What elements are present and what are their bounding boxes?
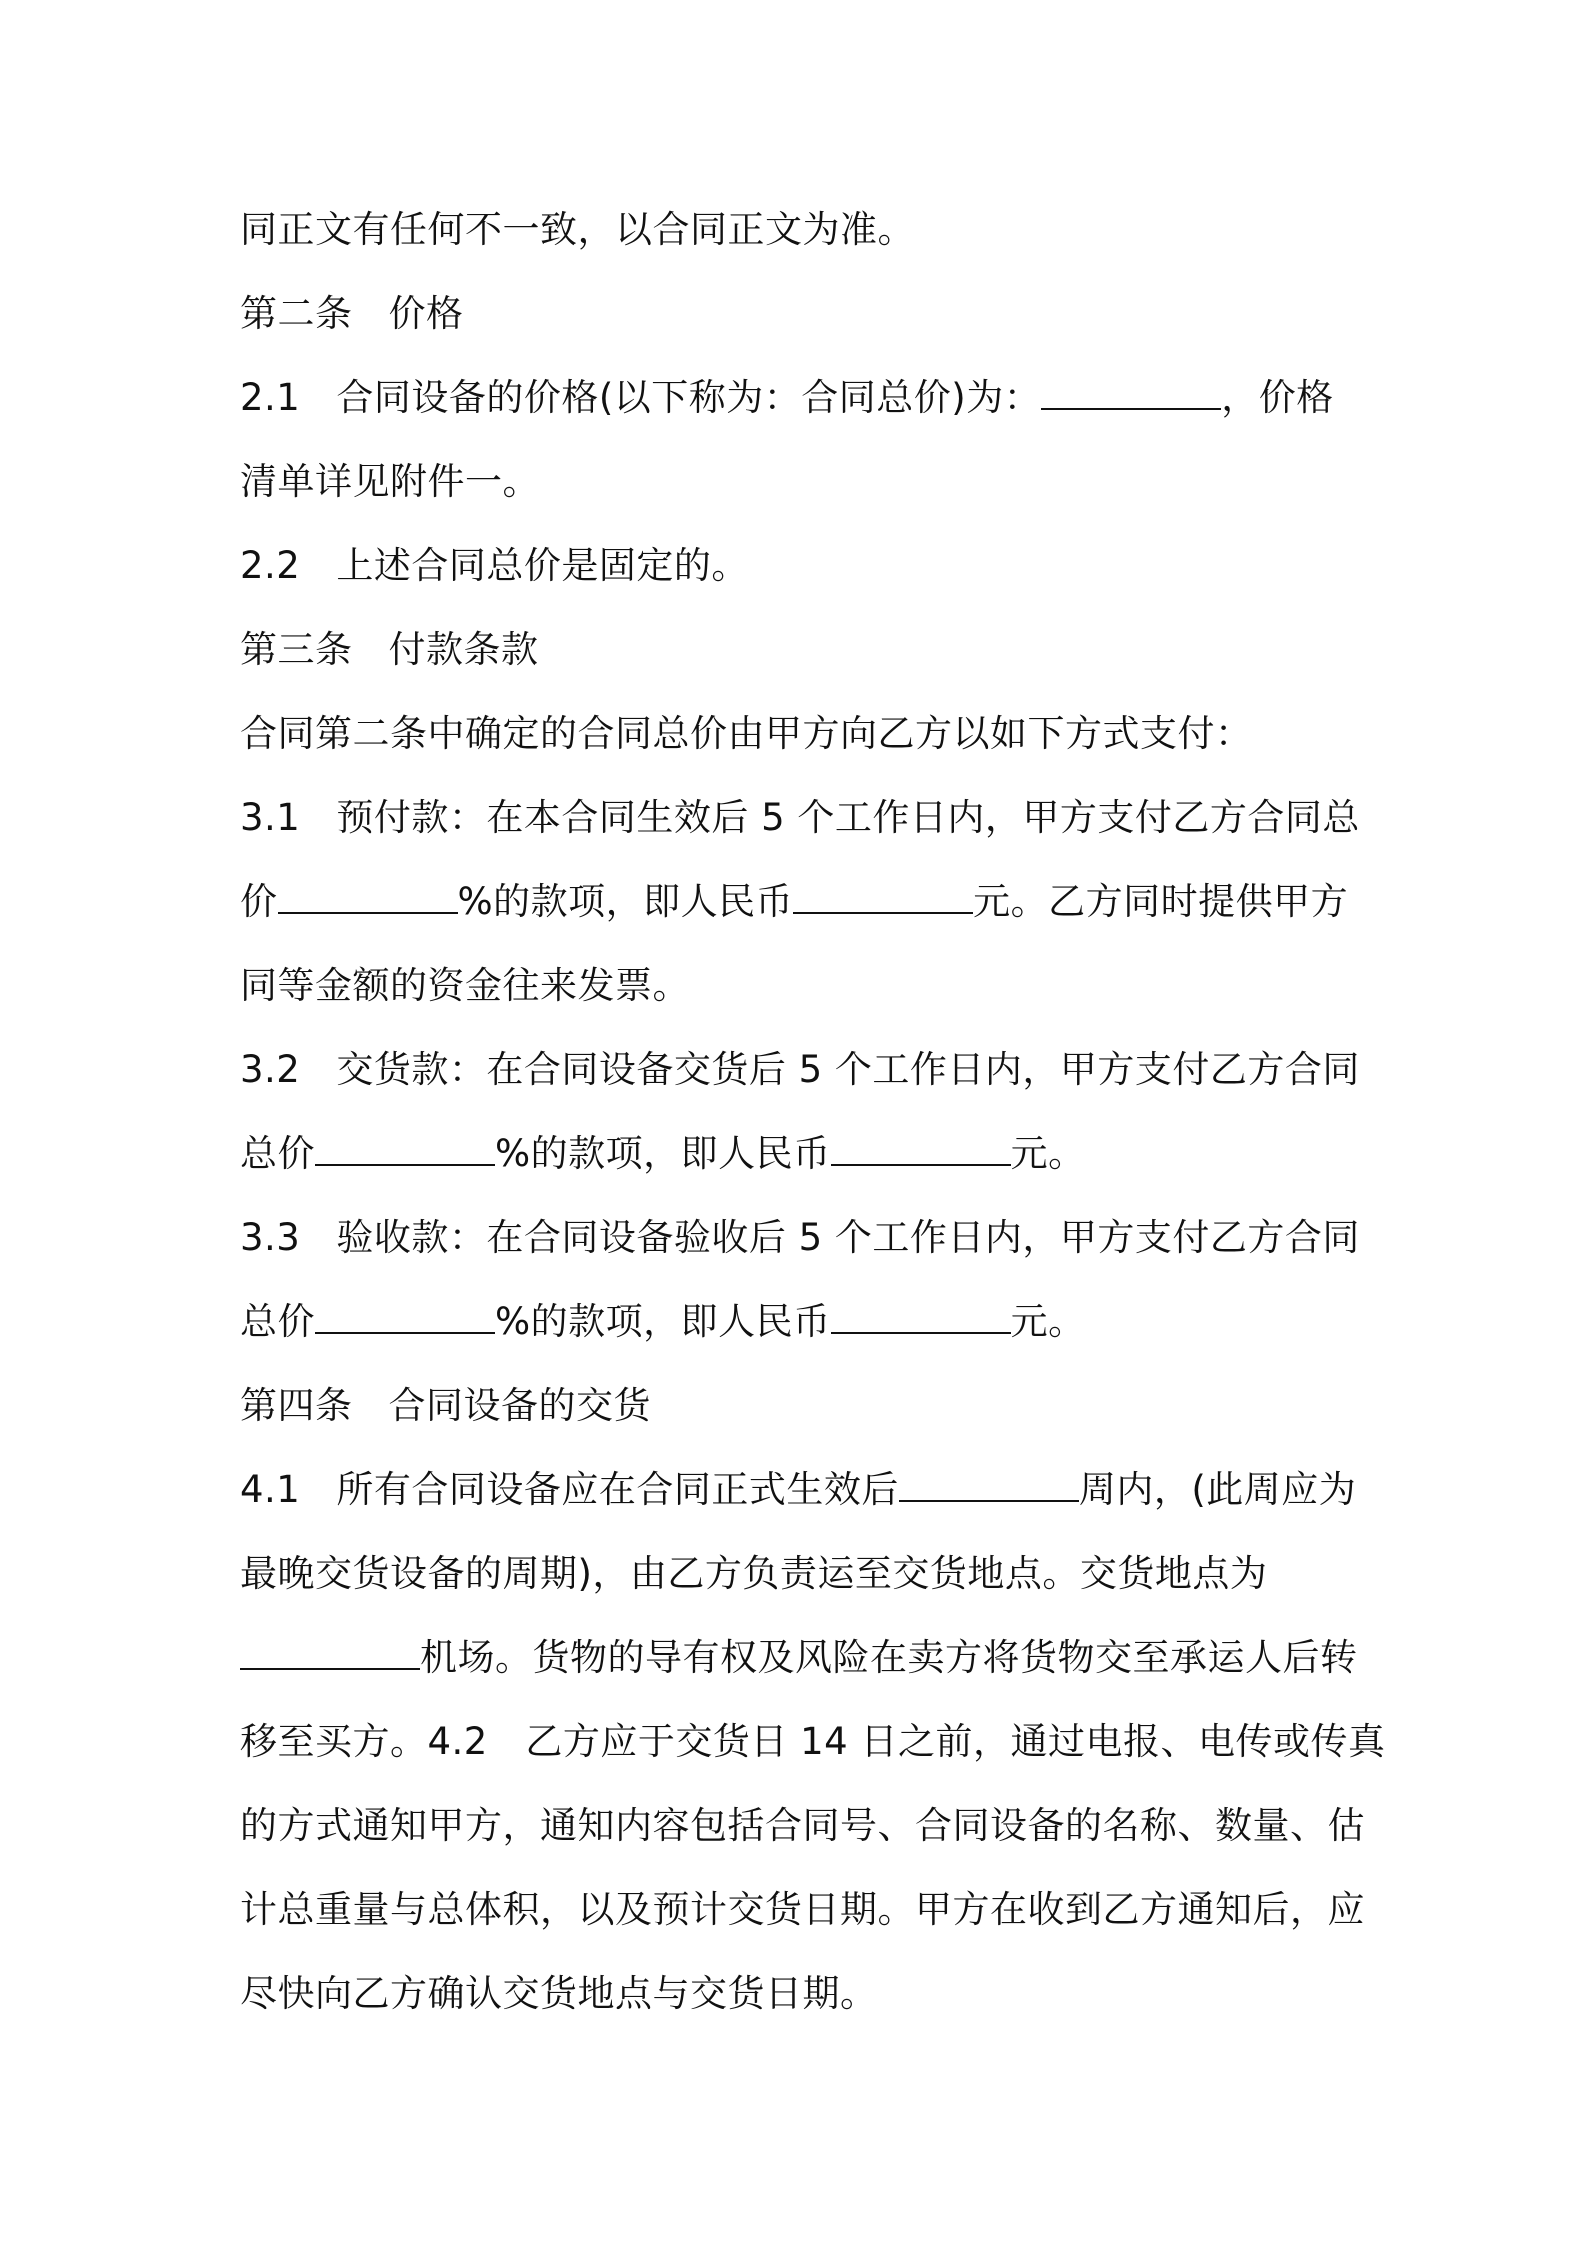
amount-blank[interactable] — [831, 1124, 1011, 1166]
paragraph-text: 价 — [240, 880, 278, 923]
fill-in-blank[interactable] — [1041, 368, 1221, 410]
section-heading — [240, 1376, 1360, 1460]
paragraph-text: 计总重量与总体积，以及预计交货日期。甲方在收到乙方通知后，应 — [240, 1888, 1365, 1931]
document-page — [240, 200, 1386, 2048]
percent-blank[interactable] — [315, 1124, 495, 1166]
clause-line — [240, 1460, 1360, 1544]
paragraph-text: 清单详见附件一。 — [240, 460, 540, 503]
section-number: 第三条 — [240, 628, 353, 671]
paragraph-text: 尽快向乙方确认交货地点与交货日期。 — [240, 1972, 878, 2015]
clause-text: ，价格 — [1221, 376, 1334, 419]
paragraph-text: 最晚交货设备的周期)，由乙方负责运至交货地点。交货地点为 — [240, 1552, 1268, 1595]
clause-text: 所有合同设备应在合同正式生效后 — [336, 1468, 899, 1511]
text-line — [240, 956, 1360, 1040]
clause-number: 3.2 — [240, 1048, 301, 1091]
paragraph-text: 元。乙方同时提供甲方 — [973, 880, 1349, 923]
text-line — [240, 1628, 1360, 1712]
text-line — [240, 452, 1360, 536]
clause-text: 预付款：在本合同生效后 5 个工作日内，甲方支付乙方合同总 — [336, 796, 1360, 839]
section-title: 付款条款 — [388, 628, 539, 671]
paragraph-text: 移至买方。4.2 乙方应于交货日 14 日之前，通过电报、电传或传真 — [240, 1720, 1386, 1763]
text-line — [240, 1124, 1360, 1208]
text-line — [240, 1796, 1365, 1880]
text-line — [240, 872, 1360, 956]
paragraph-text: %的款项，即人民币 — [457, 880, 794, 923]
paragraph-text: 元。 — [1010, 1300, 1086, 1343]
percent-blank[interactable] — [315, 1292, 495, 1334]
paragraph-text: 总价 — [240, 1300, 315, 1343]
paragraph-text: 同等金额的资金往来发票。 — [240, 964, 690, 1007]
text-line — [240, 1292, 1360, 1376]
text-line — [240, 1880, 1365, 1964]
text-line — [240, 1544, 1360, 1628]
clause-number: 4.1 — [240, 1468, 301, 1511]
airport-blank[interactable] — [240, 1628, 420, 1670]
clause-text: 上述合同总价是固定的。 — [336, 544, 749, 587]
clause-line — [240, 368, 1360, 452]
text-line — [240, 704, 1360, 788]
clause-line — [240, 536, 1360, 620]
clause-number: 2.1 — [240, 376, 301, 419]
clause-text: 合同设备的价格(以下称为：合同总价)为： — [336, 376, 1042, 419]
clause-text: 周内，(此周应为 — [1078, 1468, 1357, 1511]
section-heading — [240, 284, 1360, 368]
paragraph-text: %的款项，即人民币 — [495, 1132, 831, 1175]
text-line — [240, 1712, 1386, 1796]
paragraph-text: 同正文有任何不一致，以合同正文为准。 — [240, 208, 915, 251]
section-heading — [240, 620, 1360, 704]
text-line — [240, 200, 1360, 284]
weeks-blank[interactable] — [899, 1460, 1079, 1502]
amount-blank[interactable] — [793, 872, 973, 914]
percent-blank[interactable] — [278, 872, 458, 914]
section-number: 第二条 — [240, 292, 353, 335]
clause-text: 交货款：在合同设备交货后 5 个工作日内，甲方支付乙方合同 — [336, 1048, 1360, 1091]
section-title: 价格 — [388, 292, 464, 335]
paragraph-text: %的款项，即人民币 — [495, 1300, 831, 1343]
text-line — [240, 1964, 1360, 2048]
paragraph-text: 机场。货物的导有权及风险在卖方将货物交至承运人后转 — [420, 1636, 1358, 1679]
clause-line — [240, 1208, 1360, 1292]
paragraph-text: 元。 — [1010, 1132, 1086, 1175]
clause-number: 3.1 — [240, 796, 301, 839]
clause-line — [240, 1040, 1360, 1124]
amount-blank[interactable] — [831, 1292, 1011, 1334]
paragraph-text: 总价 — [240, 1132, 315, 1175]
clause-number: 2.2 — [240, 544, 301, 587]
paragraph-text: 的方式通知甲方，通知内容包括合同号、合同设备的名称、数量、估 — [240, 1804, 1365, 1847]
clause-number: 3.3 — [240, 1216, 301, 1259]
section-number: 第四条 — [240, 1384, 353, 1427]
paragraph-text: 合同第二条中确定的合同总价由甲方向乙方以如下方式支付： — [240, 712, 1253, 755]
clause-line — [240, 788, 1360, 872]
section-title: 合同设备的交货 — [388, 1384, 651, 1427]
clause-text: 验收款：在合同设备验收后 5 个工作日内，甲方支付乙方合同 — [336, 1216, 1360, 1259]
